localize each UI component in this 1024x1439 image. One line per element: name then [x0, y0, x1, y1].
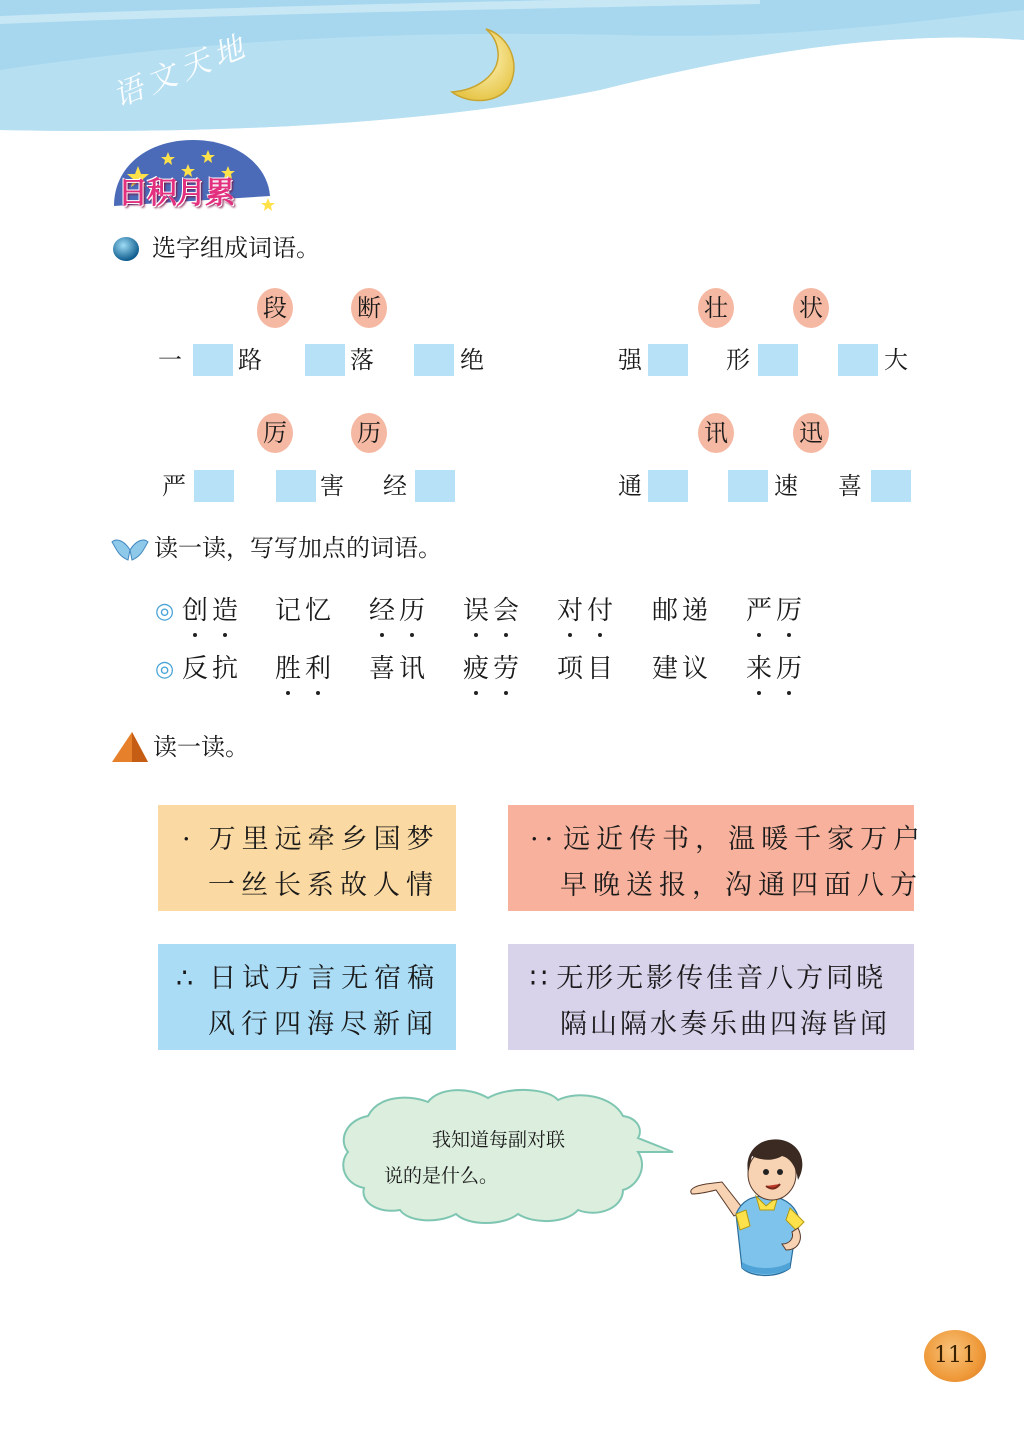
word-char: 建: [652, 654, 683, 684]
emphasized-char: 来: [746, 654, 777, 684]
couplet-marker: ∴: [176, 963, 200, 994]
word-char: 抗: [212, 654, 243, 684]
emphasized-char: 严: [746, 596, 777, 626]
butterfly-icon: [110, 536, 150, 564]
word-char: 喜: [838, 472, 862, 500]
answer-box[interactable]: [648, 344, 688, 376]
vocab-word: [182, 595, 242, 627]
double-circle-bullet: ◎: [155, 657, 175, 682]
emphasized-char: 经: [369, 596, 400, 626]
choice-char: 迅: [793, 413, 829, 453]
word-char: 递: [682, 596, 713, 626]
couplet-card: [508, 944, 914, 1050]
emphasized-char: 对: [557, 596, 588, 626]
vocab-word: [182, 653, 242, 685]
couplet-line: 隔山隔水奏乐曲四海皆闻: [560, 1009, 890, 1040]
blue-ball-icon: [112, 236, 140, 262]
couplet-line: 早晚送报，沟通四面八方: [560, 870, 923, 901]
boy-character-illustration: [686, 1136, 820, 1278]
couplet-card: [508, 805, 927, 911]
bubble-line: 我知道每副对联: [432, 1129, 566, 1151]
answer-box[interactable]: [193, 344, 233, 376]
word-char: 经: [383, 472, 407, 500]
vocab-word: [746, 595, 806, 627]
answer-box[interactable]: [194, 470, 234, 502]
answer-box[interactable]: [415, 470, 455, 502]
choice-char: 厉: [257, 413, 293, 453]
answer-box[interactable]: [728, 470, 768, 502]
vocab-word: [275, 595, 335, 627]
vocab-word: [275, 653, 335, 685]
emphasized-char: 疲: [463, 654, 494, 684]
answer-box[interactable]: [276, 470, 316, 502]
choice-char: 状: [793, 288, 829, 328]
word-char: 邮: [652, 596, 683, 626]
vocab-word: [463, 595, 523, 627]
vocab-word: [369, 653, 429, 685]
unit-title: 语文天地: [107, 28, 255, 115]
vocab-word: [652, 653, 712, 685]
choice-char: 断: [351, 288, 387, 328]
couplet-card: [158, 944, 456, 1050]
word-char: 目: [587, 654, 618, 684]
pyramid-icon: [110, 730, 150, 764]
couplet-card: [158, 805, 456, 911]
section2-heading: 读一读，写写加点的词语。: [154, 534, 442, 562]
word-char: 害: [320, 472, 344, 500]
emphasized-char: 历: [399, 596, 430, 626]
answer-box[interactable]: [871, 470, 911, 502]
emphasized-char: 会: [493, 596, 524, 626]
couplet-line: 无形无影传佳音八方同晓: [556, 963, 887, 994]
couplet-line: 风行四海尽新闻: [208, 1009, 439, 1040]
vocab-word: [463, 653, 523, 685]
emphasized-char: 历: [776, 654, 807, 684]
emphasized-char: 创: [182, 596, 213, 626]
answer-box[interactable]: [305, 344, 345, 376]
section3-heading: 读一读。: [153, 733, 249, 761]
choice-char: 讯: [698, 413, 734, 453]
word-char: 项: [557, 654, 588, 684]
couplet-line: 万里远牵乡国梦: [208, 824, 440, 855]
answer-box[interactable]: [648, 470, 688, 502]
word-char: 喜: [369, 654, 400, 684]
word-char: 议: [682, 654, 713, 684]
couplet-line: 远近传书，温暖千家万户: [563, 824, 927, 855]
vocab-word: [652, 595, 712, 627]
section1-heading: 选字组成词语。: [152, 234, 320, 262]
crescent-moon-icon: [448, 26, 524, 104]
word-char: 反: [182, 654, 213, 684]
word-char: 记: [275, 596, 306, 626]
emphasized-char: 付: [587, 596, 618, 626]
choice-char: 历: [351, 413, 387, 453]
emphasized-char: 利: [305, 654, 336, 684]
couplet-marker: ∷: [530, 963, 551, 994]
word-char: 形: [726, 346, 750, 374]
word-char: 通: [618, 472, 642, 500]
word-char: 讯: [399, 654, 430, 684]
vocab-word: [369, 595, 429, 627]
word-char: 速: [774, 472, 798, 500]
word-char: 落: [350, 346, 374, 374]
answer-box[interactable]: [414, 344, 454, 376]
emphasized-char: 胜: [275, 654, 306, 684]
couplet-line: 日试万言无宿稿: [209, 963, 441, 994]
vocab-word: [557, 595, 617, 627]
word-char: 强: [618, 346, 642, 374]
double-circle-bullet: ◎: [155, 599, 175, 624]
page-number: 111: [924, 1330, 986, 1382]
word-char: 绝: [460, 346, 484, 374]
vocab-word: [557, 653, 617, 685]
word-char: 大: [884, 346, 908, 374]
word-char: 忆: [305, 596, 336, 626]
couplet-marker: ·: [182, 824, 197, 855]
couplet-marker: ··: [530, 824, 560, 855]
word-char: 路: [238, 346, 262, 374]
answer-box[interactable]: [838, 344, 878, 376]
emphasized-char: 劳: [493, 654, 524, 684]
logo-title: 日积月累: [118, 176, 234, 211]
word-char: 严: [162, 472, 186, 500]
answer-box[interactable]: [758, 344, 798, 376]
emphasized-char: 造: [212, 596, 243, 626]
word-char: 一: [158, 346, 182, 374]
emphasized-char: 厉: [776, 596, 807, 626]
choice-char: 壮: [698, 288, 734, 328]
choice-char: 段: [257, 288, 293, 328]
vocab-word: [746, 653, 806, 685]
bubble-line: 说的是什么。: [384, 1165, 499, 1187]
emphasized-char: 误: [463, 596, 494, 626]
couplet-line: 一丝长系故人情: [208, 870, 439, 901]
